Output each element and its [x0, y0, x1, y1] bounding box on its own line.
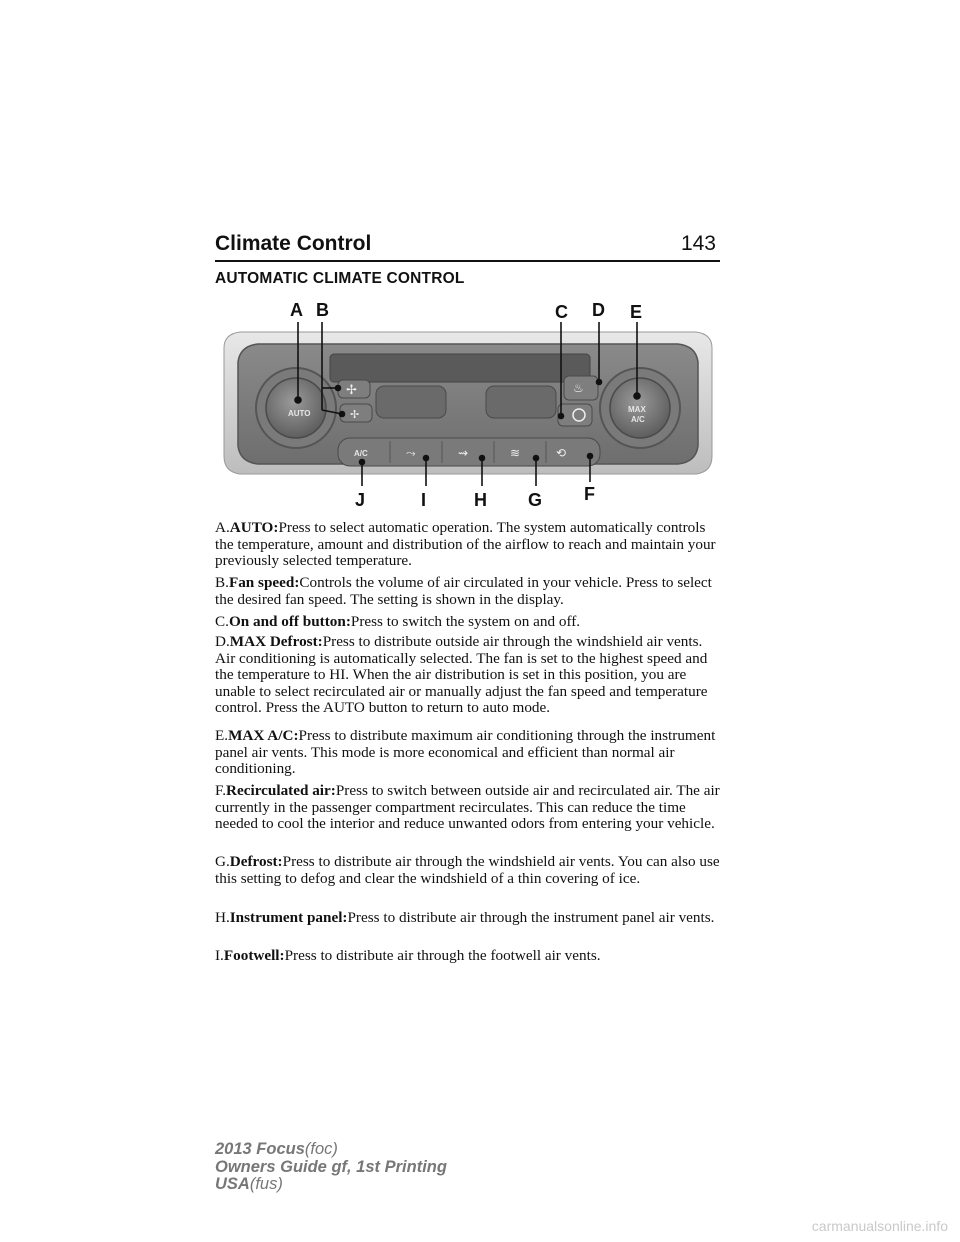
- document-footer: [215, 1141, 447, 1194]
- item-text: Press to distribute outside air through the windshield air vents. Air conditioning is automatically selected. The fan is set to the highest speed and the temperature to HI. When the air distribution is set in this position, you are unable to select recirculated air or manually adjust the fan speed and temperature control. Press the AUTO button to return to auto mode.: [215, 633, 708, 717]
- footer-market-code: (fus): [249, 1175, 283, 1193]
- item-fan-speed: [215, 575, 725, 608]
- item-text: Press to distribute air through the footwell air vents.: [284, 947, 601, 964]
- item-text: Press to select automatic operation. The system automatically controls the temperature, amount and distribution of the airflow to reach and maintain your previously selected temperature.: [215, 519, 716, 570]
- item-text: Press to distribute maximum air conditioning through the instrument panel air vents. This mode is more economical and efficient than normal air conditioning.: [215, 727, 716, 778]
- item-letter: I.: [215, 947, 224, 964]
- fan-down-icon: ✢: [350, 409, 360, 421]
- callout-c: C: [555, 302, 568, 322]
- callout-d: D: [592, 300, 605, 320]
- callout-g: G: [528, 490, 543, 508]
- auto-knob-label: AUTO: [288, 409, 311, 418]
- max-defrost-icon: ♨: [573, 381, 584, 395]
- item-term: Defrost:: [229, 853, 283, 870]
- section-heading: AUTOMATIC CLIMATE CONTROL: [215, 270, 465, 287]
- item-defrost: [215, 854, 725, 887]
- page-number: 143: [680, 232, 716, 255]
- item-footwell: [215, 948, 725, 965]
- ac-knob-label: A/C: [631, 415, 645, 424]
- item-term: MAX Defrost:: [229, 633, 323, 650]
- callout-e: E: [630, 302, 643, 322]
- chapter-title: Climate Control: [215, 232, 372, 255]
- watermark: carmanualsonline.info: [811, 1218, 948, 1234]
- footer-model: 2013 Focus: [215, 1140, 305, 1158]
- item-max-defrost: [215, 634, 725, 717]
- item-text: Press to switch between outside air and recirculated air. The air currently in the passenger compartment recirculates. This can reduce the time needed to cool the interior and reduce unwanted odors from entering your vehicle.: [215, 782, 720, 833]
- item-letter: E.: [215, 727, 229, 744]
- item-term: Recirculated air:: [226, 782, 336, 799]
- item-max-ac: [215, 728, 725, 778]
- callout-i: I: [421, 490, 427, 508]
- item-letter: B.: [215, 574, 229, 591]
- item-text: Controls the volume of air circulated in your vehicle. Press to select the desired fan speed. The setting is shown in the display.: [215, 574, 712, 608]
- footer-line-2: Owners Guide gf, 1st Printing: [215, 1157, 447, 1176]
- item-text: Press to distribute air through the instrument panel air vents.: [347, 909, 715, 926]
- item-term: Instrument panel:: [229, 909, 348, 926]
- item-term: On and off button:: [228, 613, 351, 630]
- footer-line-3: [215, 1176, 447, 1194]
- footer-market: USA: [215, 1175, 250, 1193]
- item-text: Press to switch the system on and off.: [350, 613, 581, 630]
- item-term: Footwell:: [223, 947, 285, 964]
- climate-control-panel-diagram: [218, 296, 718, 508]
- footwell-icon: ⤳: [406, 446, 416, 460]
- page-header: [215, 228, 720, 262]
- item-letter: G.: [215, 853, 230, 870]
- callout-h: H: [474, 490, 487, 508]
- item-term: Fan speed:: [228, 574, 300, 591]
- item-letter: A.: [215, 519, 230, 536]
- item-instrument-panel: [215, 910, 725, 927]
- item-auto: [215, 520, 725, 570]
- ac-button-label: A/C: [354, 449, 368, 458]
- callout-a: A: [290, 300, 303, 320]
- fan-up-icon: ✢: [346, 382, 357, 397]
- footer-line-1: [215, 1141, 447, 1159]
- max-knob-label: MAX: [628, 405, 646, 414]
- item-recirculated-air: [215, 783, 725, 833]
- item-letter: D.: [215, 633, 230, 650]
- item-letter: H.: [215, 909, 230, 926]
- item-term: MAX A/C:: [228, 727, 299, 744]
- callout-j: J: [355, 490, 366, 508]
- recirculate-icon: ⟲: [556, 446, 567, 460]
- item-on-off: [215, 614, 725, 631]
- defrost-icon: ≋: [510, 446, 521, 460]
- callout-b: B: [316, 300, 329, 320]
- item-letter: C.: [215, 613, 229, 630]
- footer-model-code: (foc): [304, 1140, 338, 1158]
- item-letter: F.: [215, 782, 227, 799]
- item-term: AUTO:: [229, 519, 279, 536]
- instrument-panel-icon: ⇝: [458, 446, 469, 460]
- callout-f: F: [584, 484, 595, 504]
- item-text: Press to distribute air through the windshield air vents. You can also use this setting to defog and clear the windshield of a thin covering of ice.: [215, 853, 720, 887]
